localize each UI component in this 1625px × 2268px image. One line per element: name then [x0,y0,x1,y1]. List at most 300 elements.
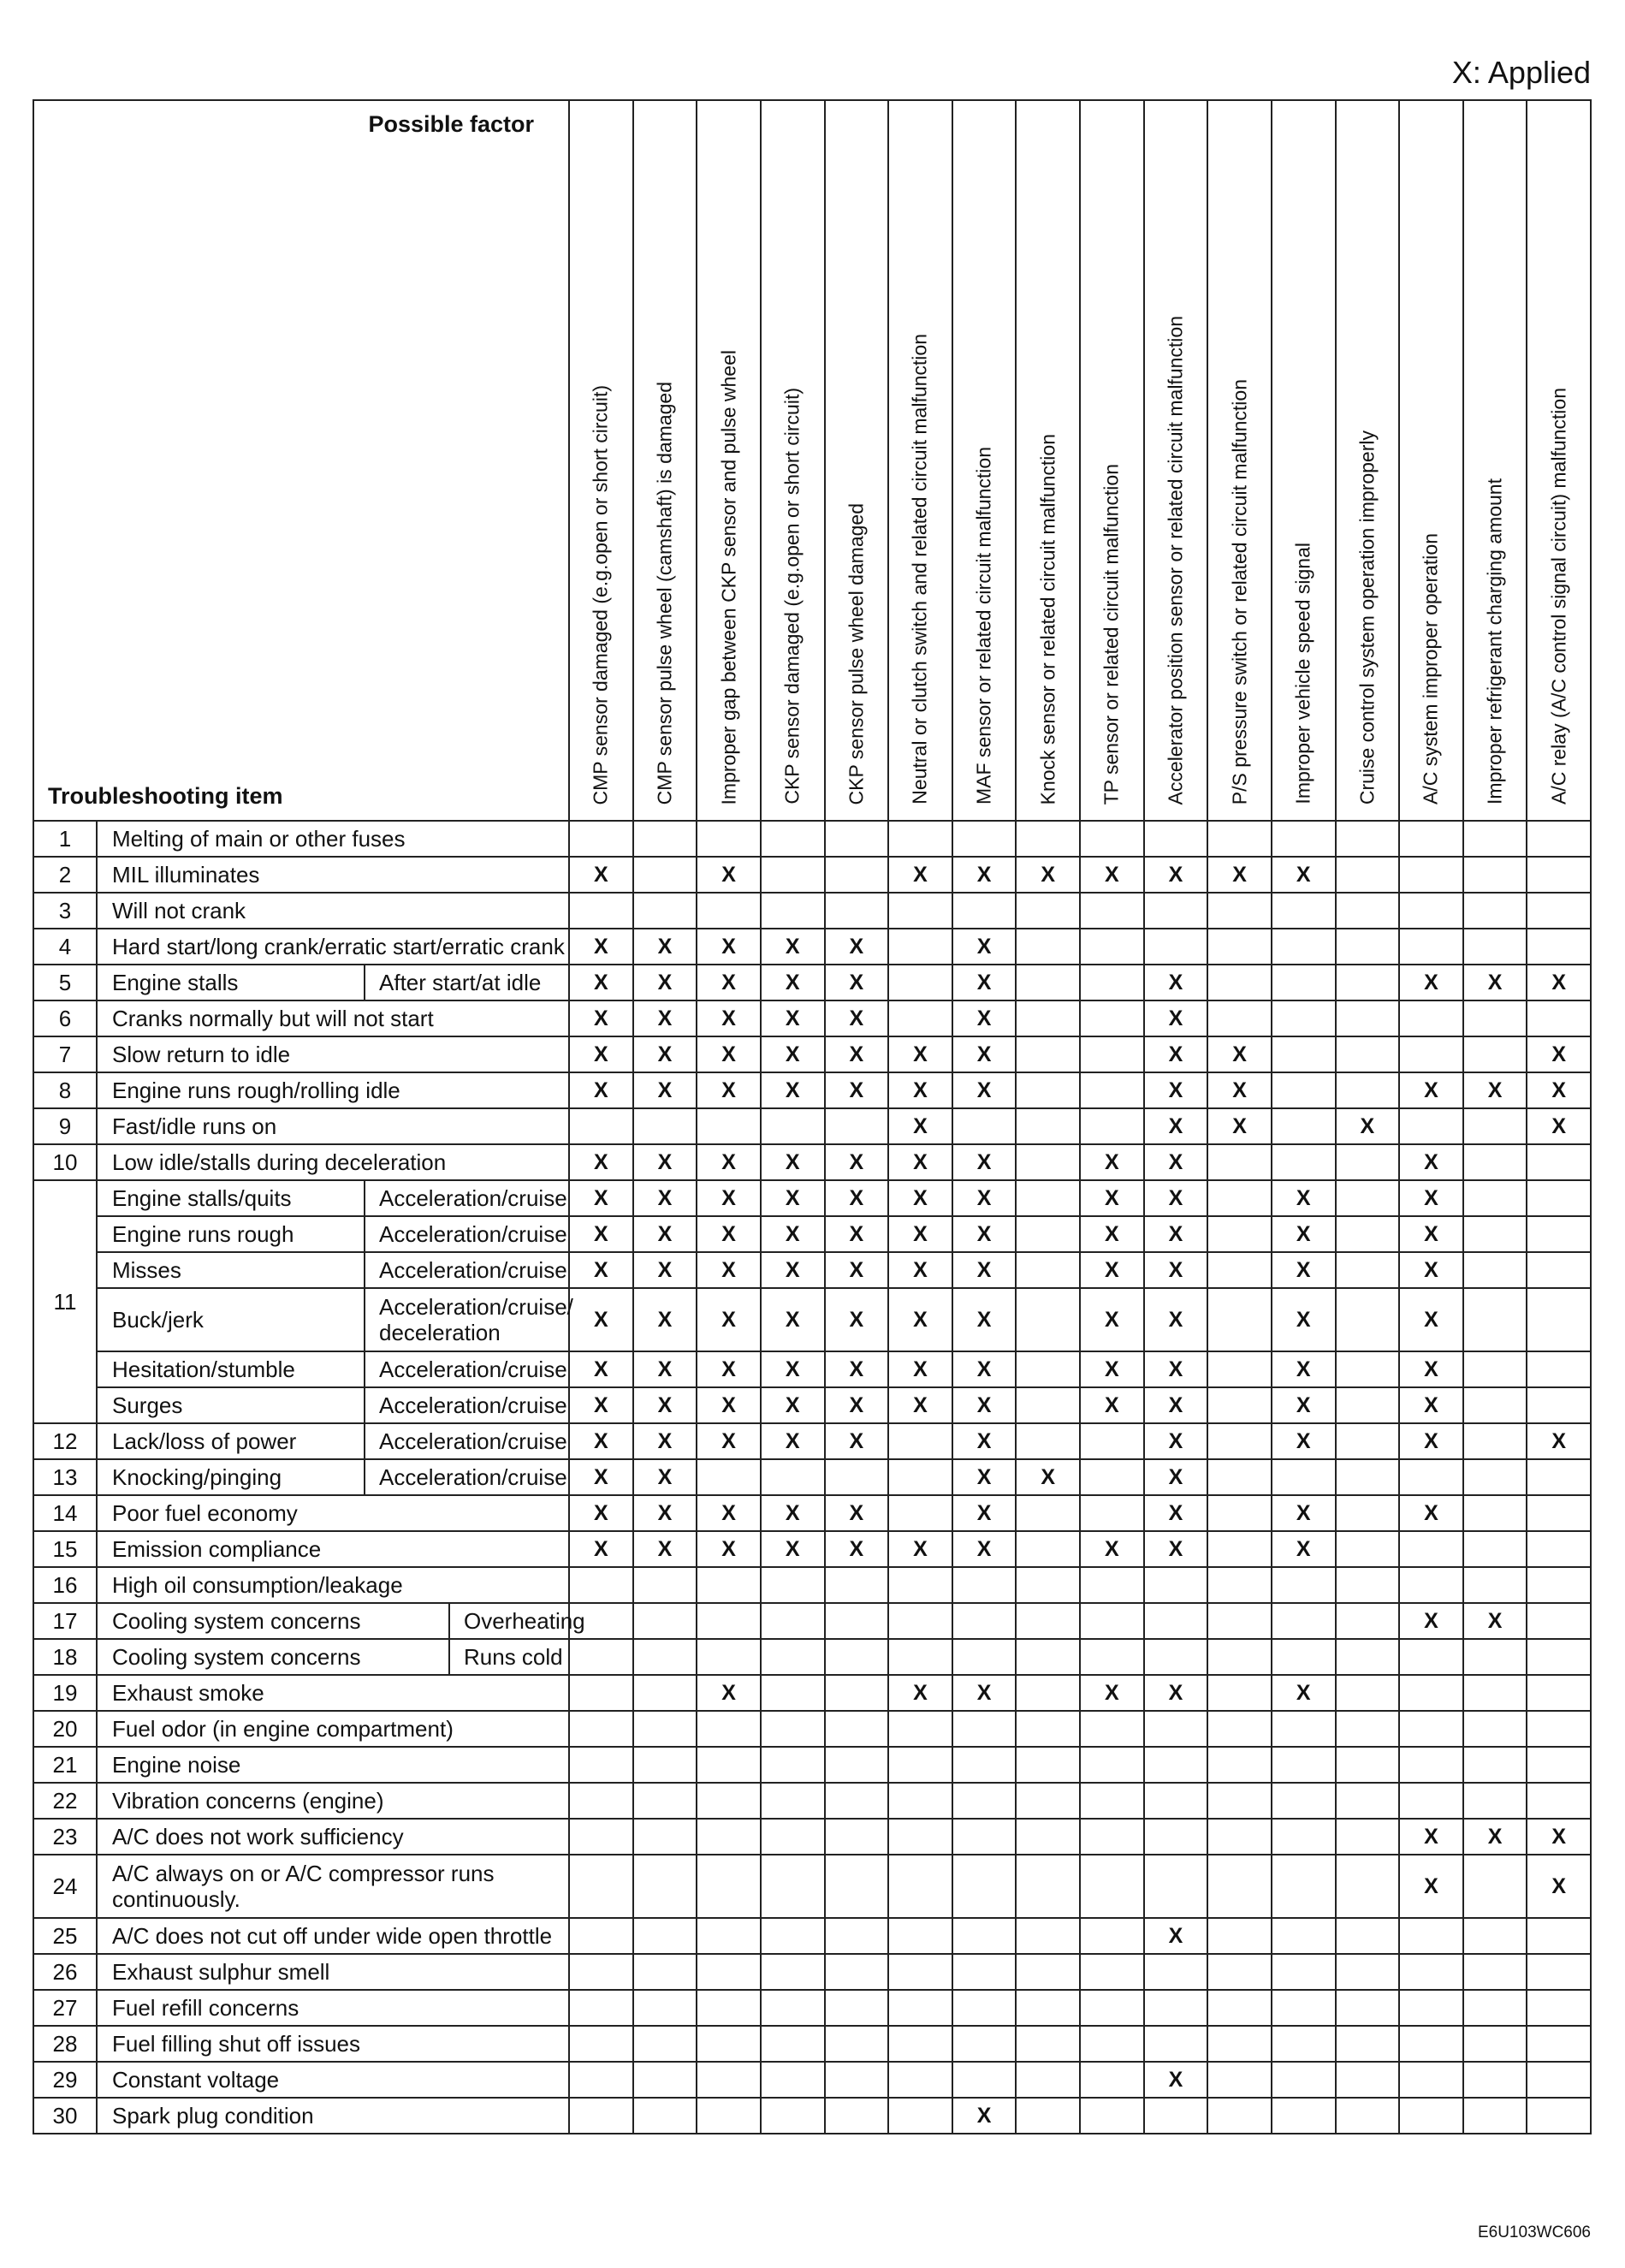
table-row [33,1072,1591,1108]
empty-cell [952,1783,1017,1819]
applied-mark: X [1144,1675,1208,1711]
applied-mark: X [697,929,761,965]
empty-cell [1527,1675,1591,1711]
applied-mark: X [761,1423,825,1459]
row-number: 14 [33,1495,97,1531]
applied-mark: X [761,1000,825,1036]
empty-cell [888,1603,952,1639]
empty-cell [1336,1252,1400,1288]
empty-cell [888,821,952,857]
empty-cell [1207,965,1272,1000]
empty-cell [1016,1639,1080,1675]
applied-mark: X [888,1072,952,1108]
factor-label: Accelerator position sensor or related circuit malfunction [1164,315,1187,804]
empty-cell [1144,1639,1208,1675]
applied-mark: X [825,929,889,965]
empty-cell [761,2062,825,2098]
empty-cell [1527,1387,1591,1423]
empty-cell [761,1747,825,1783]
applied-mark: X [952,2098,1017,2134]
empty-cell [1207,2062,1272,2098]
table-row [33,1108,1591,1144]
empty-cell [1527,1711,1591,1747]
applied-mark: X [1080,1351,1144,1387]
empty-cell [1016,1918,1080,1954]
empty-cell [1272,1567,1336,1603]
empty-cell [1144,1954,1208,1990]
applied-mark: X [761,1531,825,1567]
empty-cell [761,1639,825,1675]
applied-mark: X [633,1531,697,1567]
empty-cell [1336,1567,1400,1603]
empty-cell [633,893,697,929]
empty-cell [1463,1180,1527,1216]
applied-mark: X [569,1144,633,1180]
troubleshooting-item-label: Troubleshooting item [48,783,283,809]
applied-mark: X [1527,1072,1591,1108]
applied-mark: X [825,1036,889,1072]
applied-mark: X [633,1387,697,1423]
row-number: 3 [33,893,97,929]
empty-cell [1336,1288,1400,1351]
empty-cell [1016,1288,1080,1351]
condition-cell: Acceleration/cruise [365,1423,569,1459]
empty-cell [1527,2026,1591,2062]
applied-mark: X [1399,1351,1463,1387]
factor-label: Knock sensor or related circuit malfunction [1036,433,1059,804]
empty-cell [633,2026,697,2062]
trouble-item: Cranks normally but will not start [97,1000,569,1036]
applied-mark: X [1080,1252,1144,1288]
applied-mark: X [952,1351,1017,1387]
empty-cell [1336,1351,1400,1387]
applied-mark: X [761,929,825,965]
applied-mark: X [1080,1216,1144,1252]
empty-cell [1016,2098,1080,2134]
applied-mark: X [1144,1252,1208,1288]
factor-label: A/C relay (A/C control signal circuit) malfunction [1547,388,1570,804]
applied-mark: X [1399,1495,1463,1531]
applied-mark: X [825,1216,889,1252]
empty-cell [1336,1036,1400,1072]
row-number: 27 [33,1990,97,2026]
row-number: 13 [33,1459,97,1495]
applied-mark: X [952,1252,1017,1288]
condition-cell: Acceleration/cruise [365,1351,569,1387]
empty-cell [1272,1072,1336,1108]
table-row [33,2026,1591,2062]
trouble-item: MIL illuminates [97,857,569,893]
applied-mark: X [888,1351,952,1387]
row-number: 16 [33,1567,97,1603]
applied-mark: X [1527,1108,1591,1144]
applied-mark: X [1144,857,1208,893]
empty-cell [952,1855,1017,1918]
applied-mark: X [952,1459,1017,1495]
table-row [33,1423,1591,1459]
row-number: 30 [33,2098,97,2134]
empty-cell [569,2062,633,2098]
empty-cell [1080,1990,1144,2026]
applied-mark: X [761,1351,825,1387]
empty-cell [1080,1603,1144,1639]
empty-cell [1016,1036,1080,1072]
row-number: 18 [33,1639,97,1675]
empty-cell [1272,2062,1336,2098]
empty-cell [761,1855,825,1918]
applied-mark: X [1144,2062,1208,2098]
applied-mark: X [1272,1387,1336,1423]
empty-cell [1336,1783,1400,1819]
empty-cell [1016,1072,1080,1108]
empty-cell [1080,1783,1144,1819]
applied-mark: X [1144,1144,1208,1180]
empty-cell [1399,1567,1463,1603]
empty-cell [1207,821,1272,857]
row-number: 7 [33,1036,97,1072]
empty-cell [888,1783,952,1819]
row-number: 10 [33,1144,97,1180]
applied-mark: X [888,1180,952,1216]
factor-label: CMP sensor pulse wheel (camshaft) is damaged [653,381,676,804]
trouble-item: Hard start/long crank/erratic start/erratic crank [97,929,569,965]
empty-cell [1016,1855,1080,1918]
row-number: 21 [33,1747,97,1783]
applied-mark: X [1080,1180,1144,1216]
empty-cell [1463,929,1527,965]
empty-cell [888,1747,952,1783]
condition-cell: Acceleration/cruise [365,1459,569,1495]
applied-mark: X [888,1216,952,1252]
applied-mark: X [825,1288,889,1351]
applied-mark: X [1399,1288,1463,1351]
applied-mark: X [1207,1108,1272,1144]
empty-cell [1527,1000,1591,1036]
empty-cell [1527,857,1591,893]
condition-cell: After start/at idle [365,965,569,1000]
empty-cell [697,2098,761,2134]
empty-cell [1016,965,1080,1000]
table-row [33,1036,1591,1072]
empty-cell [1144,1855,1208,1918]
empty-cell [1463,1351,1527,1387]
empty-cell [569,1675,633,1711]
applied-mark: X [697,965,761,1000]
empty-cell [1207,1180,1272,1216]
applied-mark: X [1272,1531,1336,1567]
empty-cell [888,1855,952,1918]
empty-cell [952,821,1017,857]
condition-cell: Acceleration/cruise [365,1252,569,1288]
empty-cell [1463,1144,1527,1180]
empty-cell [1080,1000,1144,1036]
applied-mark: X [1399,1387,1463,1423]
empty-cell [825,2062,889,2098]
empty-cell [1527,1252,1591,1288]
empty-cell [633,1639,697,1675]
applied-mark: X [1272,1351,1336,1387]
factor-header [1144,100,1208,821]
applied-mark: X [697,1423,761,1459]
empty-cell [1207,1603,1272,1639]
empty-cell [1527,1495,1591,1531]
empty-cell [1272,2098,1336,2134]
empty-cell [952,893,1017,929]
empty-cell [697,1819,761,1855]
empty-cell [1080,965,1144,1000]
empty-cell [761,1603,825,1639]
empty-cell [1527,1531,1591,1567]
applied-mark: X [888,1144,952,1180]
trouble-item: Exhaust sulphur smell [97,1954,569,1990]
factor-label: Improper refrigerant charging amount [1483,478,1506,804]
empty-cell [1463,2098,1527,2134]
applied-mark: X [1080,1387,1144,1423]
applied-mark: X [1080,1144,1144,1180]
applied-mark: X [1463,1819,1527,1855]
empty-cell [1016,2026,1080,2062]
applied-mark: X [825,1351,889,1387]
empty-cell [697,1711,761,1747]
empty-cell [1080,1711,1144,1747]
empty-cell [1272,1603,1336,1639]
empty-cell [761,1783,825,1819]
empty-cell [1016,1531,1080,1567]
applied-mark: X [697,1000,761,1036]
empty-cell [1016,1783,1080,1819]
empty-cell [1527,2062,1591,2098]
empty-cell [1016,1567,1080,1603]
applied-mark: X [952,1000,1017,1036]
empty-cell [1463,1918,1527,1954]
row-number: 4 [33,929,97,965]
empty-cell [1144,1567,1208,1603]
table-row [33,1783,1591,1819]
empty-cell [569,1747,633,1783]
empty-cell [1144,929,1208,965]
empty-cell [1399,1675,1463,1711]
applied-mark: X [569,1216,633,1252]
condition-cell: Runs cold [449,1639,569,1675]
empty-cell [1527,1918,1591,1954]
empty-cell [825,893,889,929]
empty-cell [1336,1819,1400,1855]
applied-mark: X [825,965,889,1000]
empty-cell [1463,1954,1527,1990]
applied-mark: X [633,1351,697,1387]
empty-cell [825,1747,889,1783]
empty-cell [1080,1495,1144,1531]
applied-mark: X [569,1531,633,1567]
applied-mark: X [697,1531,761,1567]
empty-cell [952,1954,1017,1990]
empty-cell [1463,821,1527,857]
applied-mark: X [952,1036,1017,1072]
row-number: 8 [33,1072,97,1108]
empty-cell [633,1711,697,1747]
empty-cell [1463,1000,1527,1036]
empty-cell [569,1954,633,1990]
empty-cell [1463,1783,1527,1819]
empty-cell [1399,1711,1463,1747]
empty-cell [1463,1387,1527,1423]
trouble-item: Slow return to idle [97,1036,569,1072]
table-row [33,821,1591,857]
trouble-item: Will not crank [97,893,569,929]
empty-cell [1080,1819,1144,1855]
empty-cell [1336,1954,1400,1990]
factor-label: TP sensor or related circuit malfunction [1100,463,1123,804]
empty-cell [569,1711,633,1747]
empty-cell [1399,1036,1463,1072]
empty-cell [633,1603,697,1639]
applied-mark: X [825,1144,889,1180]
empty-cell [1207,1567,1272,1603]
factor-header [888,100,952,821]
empty-cell [1463,857,1527,893]
applied-mark: X [888,1531,952,1567]
empty-cell [1399,1531,1463,1567]
empty-cell [1463,1711,1527,1747]
applied-mark: X [1463,965,1527,1000]
row-number: 5 [33,965,97,1000]
factor-header [1527,100,1591,821]
empty-cell [1399,1459,1463,1495]
factor-header [1463,100,1527,821]
empty-cell [1336,2026,1400,2062]
applied-mark: X [1080,857,1144,893]
empty-cell [1144,1603,1208,1639]
empty-cell [1463,1531,1527,1567]
empty-cell [633,1783,697,1819]
factor-header [569,100,633,821]
applied-mark: X [569,857,633,893]
empty-cell [1207,1387,1272,1423]
applied-mark: X [633,1495,697,1531]
applied-mark: X [1144,1531,1208,1567]
applied-mark: X [1144,1108,1208,1144]
applied-mark: X [1207,1072,1272,1108]
empty-cell [1272,1783,1336,1819]
trouble-item: Hesitation/stumble [97,1351,365,1387]
row-number: 20 [33,1711,97,1747]
empty-cell [952,1108,1017,1144]
trouble-item: Cooling system concerns [97,1603,449,1639]
applied-mark: X [952,929,1017,965]
applied-mark: X [761,1495,825,1531]
empty-cell [697,821,761,857]
applied-mark: X [1144,1495,1208,1531]
empty-cell [952,1711,1017,1747]
applied-mark: X [633,1423,697,1459]
empty-cell [1207,893,1272,929]
empty-cell [825,1918,889,1954]
applied-mark: X [569,1423,633,1459]
applied-mark: X [1144,1918,1208,1954]
applied-mark: X [633,1252,697,1288]
applied-mark: X [1144,1288,1208,1351]
empty-cell [825,857,889,893]
empty-cell [1272,1918,1336,1954]
empty-cell [633,2098,697,2134]
factor-header [761,100,825,821]
empty-cell [633,1954,697,1990]
applied-mark: X [761,965,825,1000]
table-row [33,2098,1591,2134]
empty-cell [1080,1954,1144,1990]
empty-cell [1016,1711,1080,1747]
empty-cell [1207,1423,1272,1459]
empty-cell [1207,1459,1272,1495]
empty-cell [1399,1747,1463,1783]
empty-cell [888,893,952,929]
factor-header [1336,100,1400,821]
factor-label: MAF sensor or related circuit malfunction [972,447,995,804]
empty-cell [1527,1180,1591,1216]
empty-cell [1080,893,1144,929]
empty-cell [1016,1495,1080,1531]
trouble-item: Buck/jerk [97,1288,365,1351]
empty-cell [1527,929,1591,965]
empty-cell [1207,1783,1272,1819]
trouble-item: Engine runs rough [97,1216,365,1252]
empty-cell [952,1567,1017,1603]
applied-mark: X [1144,1036,1208,1072]
applied-mark: X [633,1036,697,1072]
empty-cell [1080,2026,1144,2062]
applied-mark: X [1399,1819,1463,1855]
condition-cell: Overheating [449,1603,569,1639]
empty-cell [1144,2026,1208,2062]
empty-cell [1399,929,1463,965]
empty-cell [697,1954,761,1990]
empty-cell [569,1819,633,1855]
trouble-item: A/C does not work sufficiency [97,1819,569,1855]
table-row [33,1531,1591,1567]
table-row [33,929,1591,965]
empty-cell [1527,1144,1591,1180]
table-row [33,1144,1591,1180]
table-row [33,1216,1591,1252]
trouble-item: Misses [97,1252,365,1288]
empty-cell [1463,2062,1527,2098]
applied-mark: X [1144,1387,1208,1423]
empty-cell [1272,893,1336,929]
trouble-item: A/C always on or A/C compressor runs continuously. [97,1855,569,1918]
applied-mark: X [952,1072,1017,1108]
empty-cell [952,2026,1017,2062]
table-row [33,1459,1591,1495]
empty-cell [1336,893,1400,929]
empty-cell [825,821,889,857]
applied-mark: X [1463,1603,1527,1639]
trouble-item: Surges [97,1387,365,1423]
empty-cell [1207,1639,1272,1675]
row-number: 17 [33,1603,97,1639]
factor-label: CMP sensor damaged (e.g.open or short circuit) [589,384,612,804]
empty-cell [952,1747,1017,1783]
trouble-item: Spark plug condition [97,2098,569,2134]
empty-cell [569,1855,633,1918]
applied-mark: X [1272,857,1336,893]
factor-header [633,100,697,821]
trouble-item: Lack/loss of power [97,1423,365,1459]
empty-cell [1080,821,1144,857]
empty-cell [1272,965,1336,1000]
empty-cell [1399,893,1463,929]
troubleshooting-matrix [33,99,1592,2134]
empty-cell [825,1783,889,1819]
